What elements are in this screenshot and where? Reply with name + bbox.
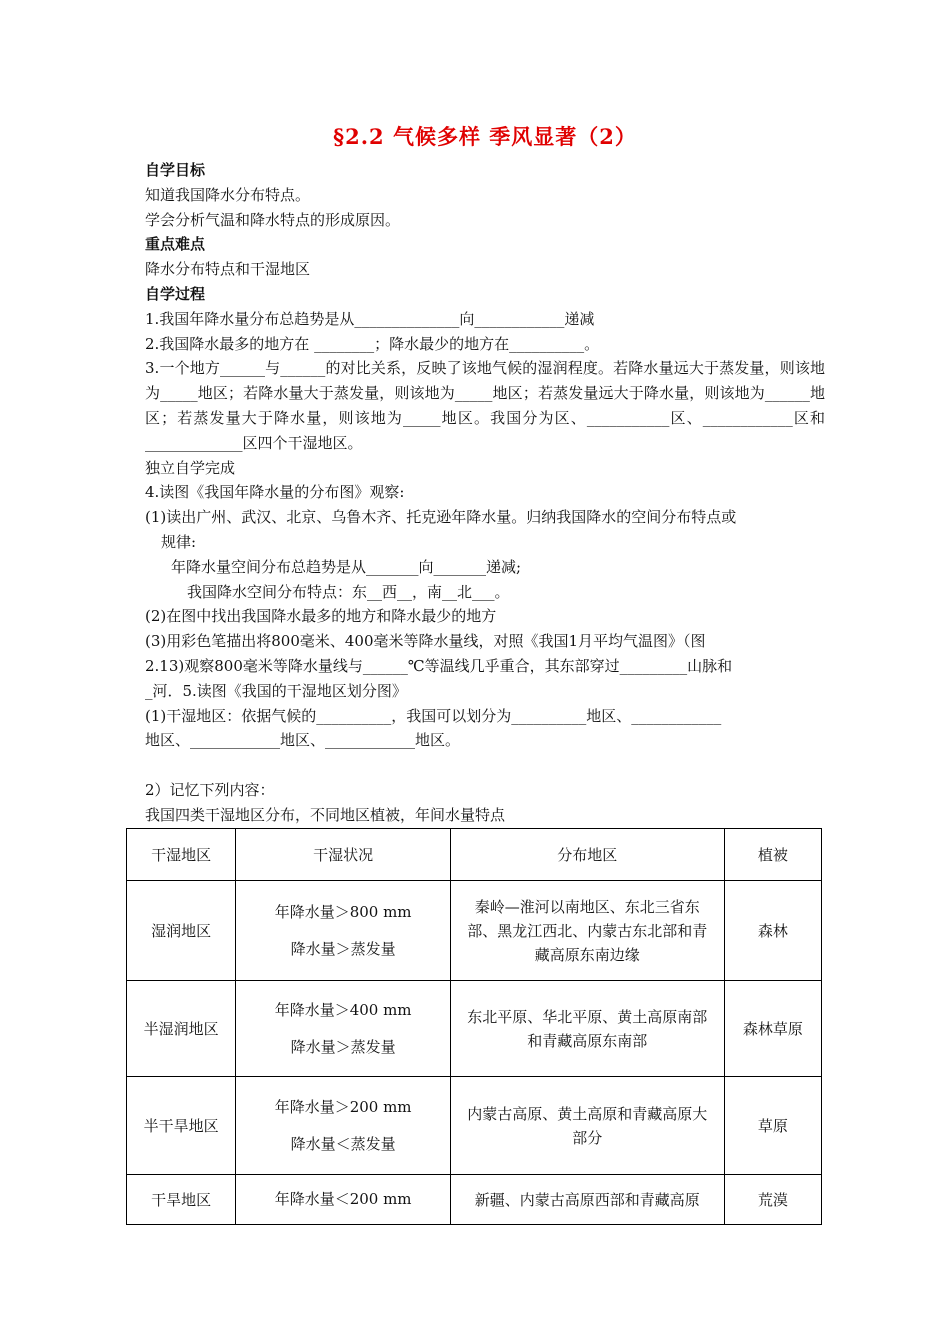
document-title: §2.2 气候多样 季风显著（2） <box>333 124 637 149</box>
text-line: 年降水量空间分布总趋势是从_______向_______递减; <box>171 557 522 576</box>
vegetation-cell: 森林草原 <box>724 981 821 1077</box>
header-condition: 干湿状况 <box>236 829 451 881</box>
text-line: 1.我国年降水量分布总趋势是从______________向____________递减 <box>145 309 595 328</box>
dry-wet-regions-table <box>126 828 822 1225</box>
region-type-cell: 湿润地区 <box>127 881 236 981</box>
distribution-cell: 秦岭—淮河以南地区、东北三省东部、黑龙江西北、内蒙古东北部和青藏高原东南边缘 <box>450 881 724 981</box>
text-line: 2.我国降水最多的地方在 ________；降水最少的地方在__________。 <box>145 334 600 353</box>
text-line <box>145 753 825 778</box>
header-distribution: 分布地区 <box>450 829 724 881</box>
table-row <box>127 881 822 981</box>
distribution-cell: 内蒙古高原、黄土高原和青藏高原大部分 <box>450 1077 724 1175</box>
text-line: 自学目标 <box>145 161 206 179</box>
table-row <box>127 1077 822 1175</box>
vegetation-cell: 荒漠 <box>724 1175 821 1225</box>
condition-cell <box>236 981 451 1077</box>
table-row <box>127 981 822 1077</box>
text-line: 重点难点 <box>145 235 206 254</box>
text-line: 我国四类干湿地区分布，不同地区植被，年间水量特点 <box>145 805 506 824</box>
vegetation-cell: 草原 <box>724 1077 821 1175</box>
annual-precipitation-text: 年降水量＞400 mm <box>274 1000 412 1019</box>
region-type-cell: 半湿润地区 <box>127 981 236 1077</box>
table-row <box>127 1175 822 1225</box>
evaporation-comparison-text: 降水量＞蒸发量 <box>290 1037 396 1056</box>
text-line: 我国降水空间分布特点：东__西__，南__北___。 <box>187 582 510 601</box>
text-line: (1)干湿地区：依据气候的__________，我国可以划分为__________地区、____________ <box>145 706 722 725</box>
text-line: 2.13)观察800毫米等降水量线与______℃等温线几乎重合，其东部穿过_________山脉和 <box>145 656 733 675</box>
condition-cell <box>236 1077 451 1175</box>
text-line: 2）记忆下列内容： <box>145 780 275 799</box>
text-line: 规律: <box>161 532 197 551</box>
header-vegetation: 植被 <box>724 829 821 881</box>
text-line: (3)用彩色笔描出将800毫米、400毫米等降水量线，对照《我国1月平均气温图》（图 <box>145 632 706 651</box>
distribution-cell: 新疆、内蒙古高原西部和青藏高原 <box>450 1175 724 1225</box>
text-line: 独立自学完成 <box>145 458 236 477</box>
region-type-cell: 半干旱地区 <box>127 1077 236 1175</box>
annual-precipitation-text: 年降水量＜200 mm <box>274 1190 412 1208</box>
table-header-row <box>127 829 822 881</box>
condition-cell <box>236 1175 451 1225</box>
text-line: (2)在图中找出我国降水最多的地方和降水最少的地方 <box>145 607 497 626</box>
text-line: 知道我国降水分布特点。 <box>145 185 311 204</box>
region-type-cell: 干旱地区 <box>127 1175 236 1225</box>
document-page <box>145 122 825 828</box>
header-region-type: 干湿地区 <box>127 829 236 881</box>
text-line: _河．5.读图《我国的干湿地区划分图》 <box>145 681 407 700</box>
text-line: (1)读出广州、武汉、北京、乌鲁木齐、托克逊年降水量。归纳我国降水的空间分布特点或 <box>145 508 737 527</box>
distribution-cell: 东北平原、华北平原、黄土高原南部和青藏高原东南部 <box>450 981 724 1077</box>
text-line: 自学过程 <box>145 284 206 303</box>
annual-precipitation-text: 年降水量＞200 mm <box>274 1097 412 1116</box>
text-line: 学会分析气温和降水特点的形成原因。 <box>145 210 401 229</box>
text-line: 地区、____________地区、____________地区。 <box>145 731 461 750</box>
condition-cell <box>236 881 451 981</box>
evaporation-comparison-text: 降水量＜蒸发量 <box>290 1134 396 1153</box>
text-line: 3.一个地方______与______的对比关系，反映了该地气候的湿润程度。若降水量远大于蒸发量，则该地为_____地区；若降水量大于蒸发量，则该地为_____地区；若蒸发量远大于降水量，则该地为______地区；若蒸发量大于降水量，则该地为_____地区。我国分为区、___________区、____________区和_____________区四个干湿地区。 <box>145 359 825 452</box>
text-line: 4.读图《我国年降水量的分布图》观察: <box>145 483 405 502</box>
vegetation-cell: 森林 <box>724 881 821 981</box>
text-line: 降水分布特点和干湿地区 <box>145 260 311 279</box>
annual-precipitation-text: 年降水量＞800 mm <box>274 902 412 921</box>
document-body <box>145 158 825 828</box>
evaporation-comparison-text: 降水量＞蒸发量 <box>290 939 396 958</box>
